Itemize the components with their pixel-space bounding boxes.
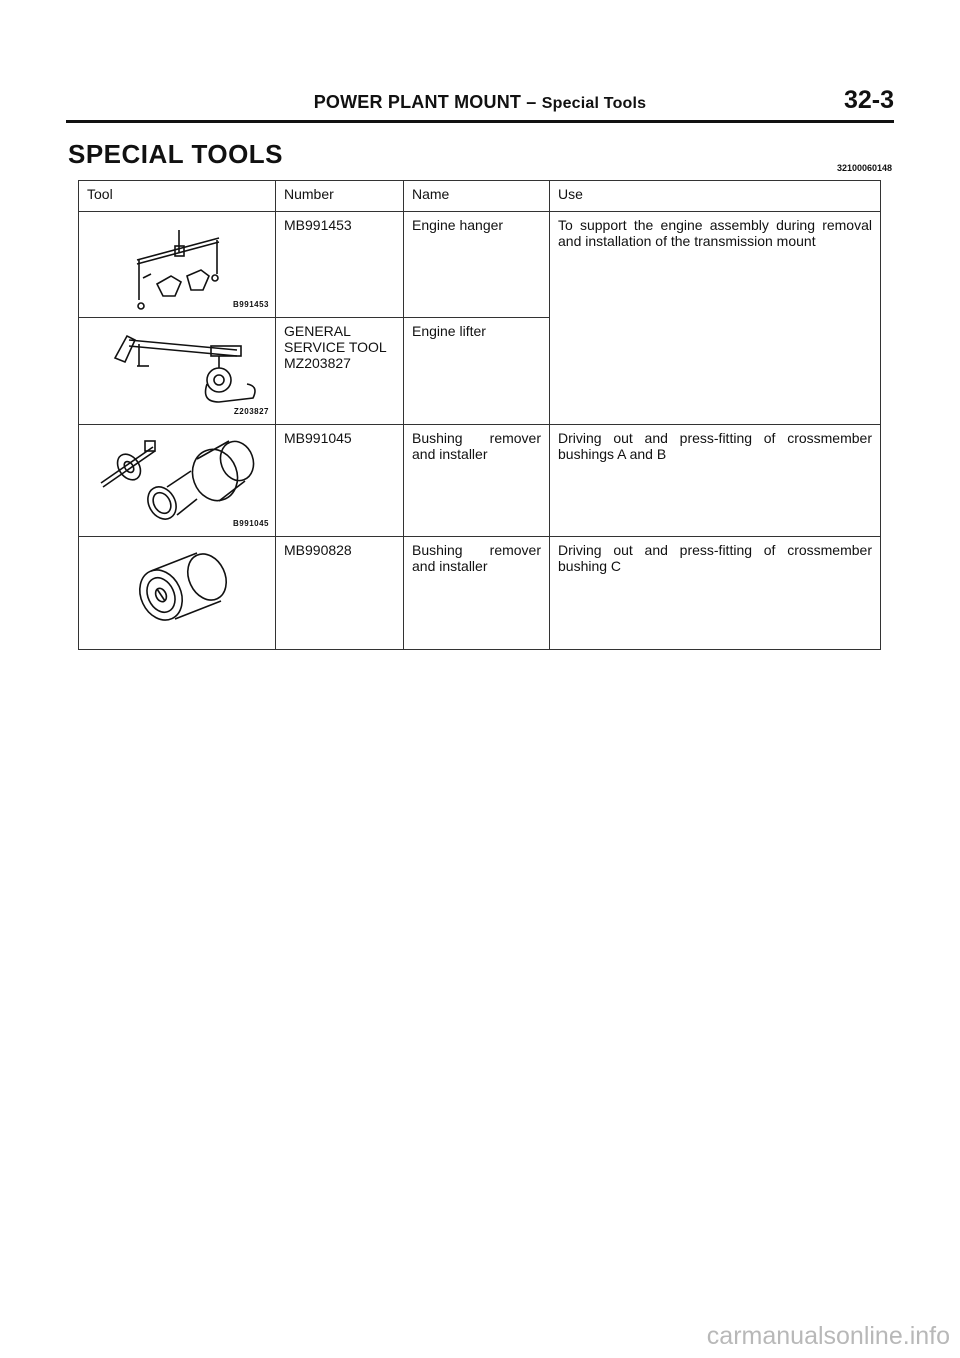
column-header-use: Use <box>550 181 881 212</box>
page-number: 32-3 <box>843 86 894 114</box>
tool-use: To support the engine assembly during removal and installation of the transmission mount <box>550 212 881 425</box>
header-separator: – <box>526 92 537 112</box>
header-subtitle: Special Tools <box>541 95 647 112</box>
tool-name: Bushing remover and installer <box>404 425 550 537</box>
column-header-number: Number <box>276 181 404 212</box>
section-code: 32100060148 <box>836 163 892 173</box>
column-header-name: Name <box>404 181 550 212</box>
tool-image-code: Z203827 <box>233 407 269 416</box>
section-title: SPECIAL TOOLS <box>68 139 284 169</box>
tool-image-cell <box>79 425 276 537</box>
table-row <box>79 537 881 650</box>
tool-use: Driving out and press-fitting of crossmember bushings A and B <box>550 425 881 537</box>
table-row <box>79 212 881 318</box>
special-tools-table <box>78 180 881 650</box>
tool-image-cell <box>79 212 276 318</box>
page-header-title <box>0 92 960 113</box>
tool-name: Engine lifter <box>404 318 550 425</box>
tool-name: Bushing remover and installer <box>404 537 550 650</box>
column-header-tool: Tool <box>79 181 276 212</box>
tool-number: MB991045 <box>276 425 404 537</box>
watermark-text: carmanualsonline.info <box>706 1322 950 1350</box>
header-rule <box>66 120 894 123</box>
tool-image-cell <box>79 537 276 650</box>
tool-image-code: B991045 <box>233 519 269 528</box>
tool-number: MB991453 <box>276 212 404 318</box>
header-title-text: POWER PLANT MOUNT <box>313 92 522 112</box>
tool-image-cell <box>79 318 276 425</box>
tool-image-code: B991453 <box>233 300 269 309</box>
table-row <box>79 425 881 537</box>
table-header-row <box>79 181 881 212</box>
bushing-tool-icon <box>79 537 276 650</box>
tool-number: GENERAL SERVICE TOOL MZ203827 <box>276 318 404 425</box>
tool-use: Driving out and press-fitting of crossmember bushing C <box>550 537 881 650</box>
tool-name: Engine hanger <box>404 212 550 318</box>
tool-number: MB990828 <box>276 537 404 650</box>
